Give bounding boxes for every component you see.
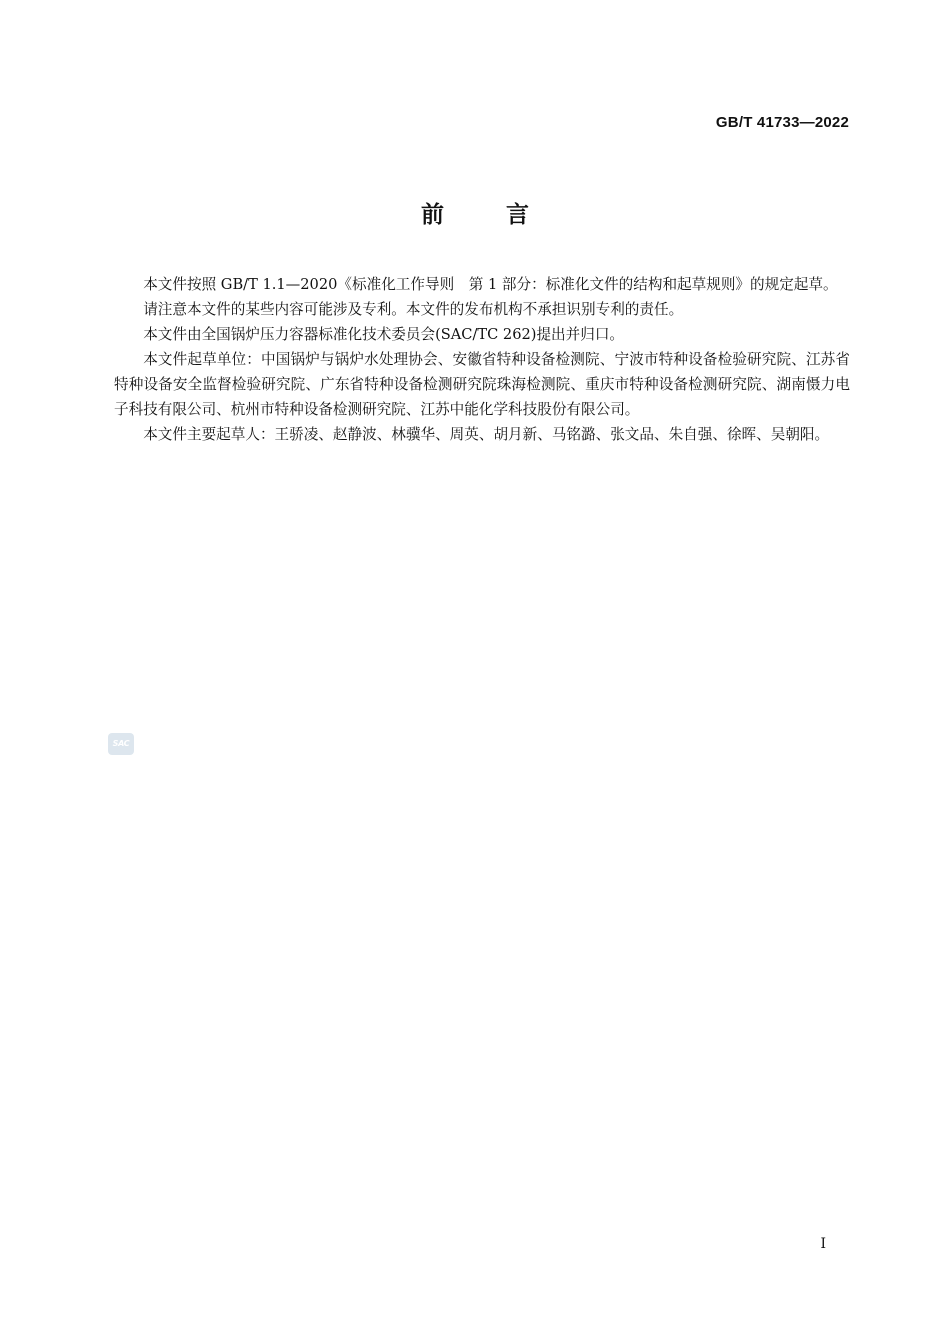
paragraph-drafting-rules: 本文件按照 GB/T 1.1—2020《标准化工作导则 第 1 部分：标准化文件的结构和起草规则》的规定起草。 bbox=[143, 276, 838, 293]
page-title: 前言 bbox=[421, 202, 591, 228]
standard-code: GB/T 41733—2022 bbox=[715, 114, 849, 131]
sac-watermark-logo: SAC bbox=[108, 733, 134, 755]
paragraph-drafting-units: 本文件起草单位：中国锅炉与锅炉水处理协会、安徽省特种设备检测院、宁波市特种设备检验研究院、江苏省特种设备安全监督检验研究院、广东省特种设备检测研究院珠海检测院、重庆市特种设备检测研究院、湖南慑力电子科技有限公司、杭州市特种设备检测研究院、江苏中能化学科技股份有限公司。 bbox=[114, 351, 850, 418]
page-number: I bbox=[820, 1236, 826, 1252]
paragraph-drafters: 本文件主要起草人：王骄凌、赵静波、林骥华、周英、胡月新、马铭潞、张文品、朱自强、徐晖、吴朝阳。 bbox=[143, 426, 830, 443]
paragraph-proposer: 本文件由全国锅炉压力容器标准化技术委员会(SAC/TC 262)提出并归口。 bbox=[143, 326, 625, 343]
foreword-body bbox=[114, 272, 850, 447]
paragraph-patent-notice: 请注意本文件的某些内容可能涉及专利。本文件的发布机构不承担识别专利的责任。 bbox=[143, 301, 684, 318]
